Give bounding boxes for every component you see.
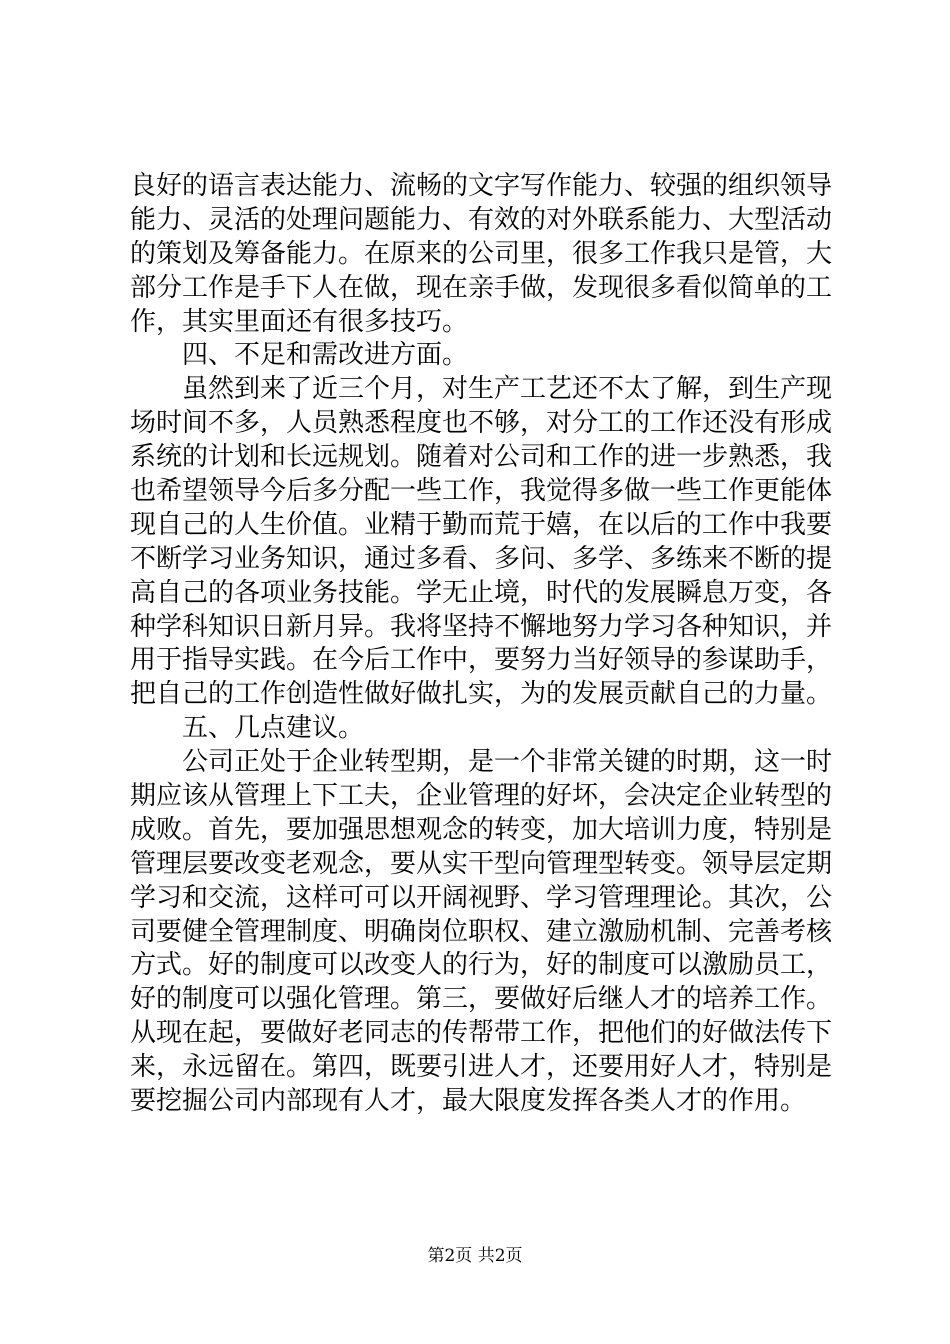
text-line: 也希望领导今后多分配一些工作，我觉得多做一些工作更能体 (130, 476, 833, 507)
text-line: 成败。首先，要加强思想观念的转变，加大培训力度，特别是 (130, 814, 833, 845)
text-line: 公司正处于企业转型期，是一个非常关键的时期，这一时 (182, 747, 833, 778)
text-line: 部分工作是手下人在做，现在亲手做，发现很多看似简单的工 (130, 272, 833, 303)
text-line: 高自己的各项业务技能。学无止境，时代的发展瞬息万变，各 (130, 577, 833, 608)
text-line: 作，其实里面还有很多技巧。 (130, 306, 469, 337)
page-footer: 第2页 共2页 (427, 1246, 523, 1266)
text-line: 期应该从管理上下工夫，企业管理的好坏，会决定企业转型的 (130, 781, 833, 812)
text-line: 良好的语言表达能力、流畅的文字写作能力、较强的组织领导 (130, 171, 833, 201)
text-line: 现自己的人生价值。业精于勤而荒于嬉，在以后的工作中我要 (130, 509, 833, 540)
text-line: 用于指导实践。在今后工作中，要努力当好领导的参谋助手， (130, 645, 833, 676)
document-body (130, 170, 833, 1119)
text-line: 能力、灵活的处理问题能力、有效的对外联系能力、大型活动 (130, 204, 833, 235)
text-line: 把自己的工作创造性做好做扎实，为的发展贡献自己的力量。 (130, 679, 833, 710)
text-line: 不断学习业务知识，通过多看、多问、多学、多练来不断的提 (130, 543, 833, 574)
text-line: 司要健全管理制度、明确岗位职权、建立激励机制、完善考核 (130, 916, 833, 947)
text-line: 来，永远留在。第四，既要引进人才，还要用好人才，特别是 (130, 1052, 833, 1083)
text-line: 好的制度可以强化管理。第三，要做好后继人才的培养工作。 (130, 984, 833, 1015)
text-line: 系统的计划和长远规划。随着对公司和工作的进一步熟悉，我 (130, 442, 833, 473)
text-line: 的策划及筹备能力。在原来的公司里，很多工作我只是管，大 (130, 238, 833, 269)
text-line: 学习和交流，这样可可以开阔视野、学习管理理论。其次，公 (130, 882, 833, 913)
text-line: 五、几点建议。 (182, 713, 365, 744)
text-line: 虽然到来了近三个月，对生产工艺还不太了解，到生产现 (182, 374, 833, 405)
text-line: 从现在起，要做好老同志的传帮带工作，把他们的好做法传下 (130, 1018, 833, 1049)
text-line: 要挖掘公司内部现有人才，最大限度发挥各类人才的作用。 (130, 1086, 807, 1117)
text-line: 方式。好的制度可以改变人的行为，好的制度可以激励员工， (130, 950, 833, 981)
text-line: 种学科知识日新月异。我将坚持不懈地努力学习各种知识，并 (130, 611, 833, 642)
text-line: 四、不足和需改进方面。 (182, 340, 469, 371)
text-line: 管理层要改变老观念，要从实干型向管理型转变。领导层定期 (130, 848, 833, 879)
text-line: 场时间不多，人员熟悉程度也不够，对分工的工作还没有形成 (130, 408, 833, 439)
